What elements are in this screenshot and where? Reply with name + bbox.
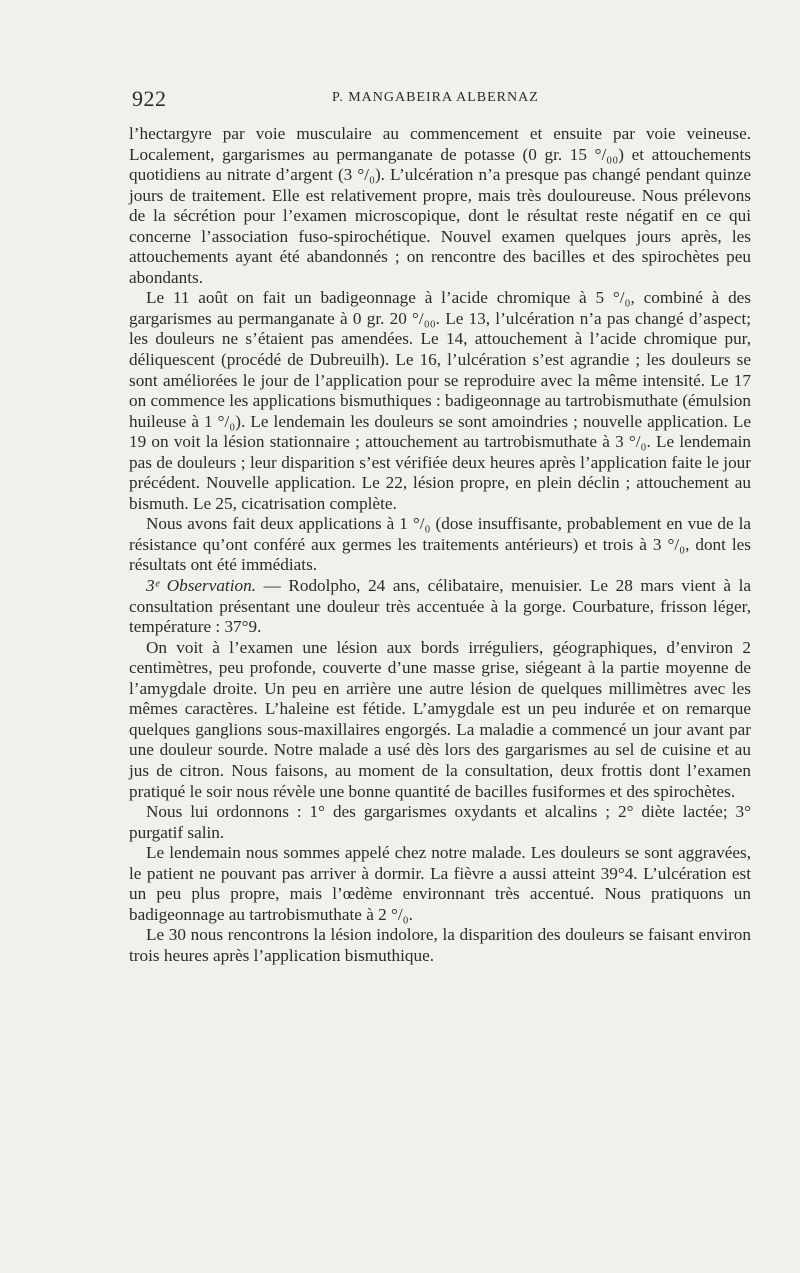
observation-label: 3ᵉ Observation.	[146, 576, 256, 596]
paragraph-7: Le lendemain nous sommes appelé chez notre malade. Les douleurs se sont aggravées, le patient ne pouvant pas arriver à dormir. La fièvre a aussi atteint 39°4. L’ulcération est un peu plus propre, mais l’œdème environnant très accentué. Nous pratiquons un badigeonnage au tartrobismuthate à 2 °/₀.	[129, 843, 751, 924]
page-number: 922	[132, 86, 167, 111]
paragraph-8: Le 30 nous rencontrons la lésion indolore, la disparition des douleurs se faisant environ trois heures après l’application bismuthique.	[129, 925, 751, 965]
running-head: P. MANGABEIRA ALBERNAZ	[332, 90, 539, 105]
paragraph-6: Nous lui ordonnons : 1° des gargarismes oxydants et alcalins ; 2° diète lactée; 3° purgatif salin.	[129, 802, 751, 842]
observation-text: — Rodolpho, 24 ans, célibataire, menuisier. Le 28 mars vient à la consultation présentant une douleur très accentuée à la gorge. Courbature, frisson léger, température : 37°9.	[129, 576, 752, 637]
paragraph-2: Le 11 août on fait un badigeonnage à l’acide chromique à 5 °/₀, combiné à des gargarismes au permanganate à 0 gr. 20 °/₀₀. Le 13, l’ulcération n’a pas changé d’aspect; les douleurs ne s’étaient pas amendées. Le 14, attouchement à l’acide chromique pur, déliquescent (procédé de Dubreuilh). Le 16, l’ulcération s’est agrandie ; les douleurs se sont améliorées le jour de l’application pour se reproduire avec la même intensité. Le 17 on commence les applications bismuthiques : badigeonnage au tartrobismuthate (émulsion huileuse à 1 °/₀). Le lendemain les douleurs se sont amoindries ; nouvelle application. Le 19 on voit la lésion stationnaire ; attouchement au tartrobismuthate à 3 °/₀. Le lendemain pas de douleurs ; leur disparition s’est vérifiée deux heures après l’application faite le jour précédent. Nouvelle application. Le 22, lésion propre, en plein déclin ; attouchement au bismuth. Le 25, cicatrisation complète.	[129, 288, 751, 513]
paragraph-5: On voit à l’examen une lésion aux bords irréguliers, géographiques, d’environ 2 centimètres, peu profonde, couverte d’une masse grise, siégeant à la partie moyenne de l’amygdale droite. Un peu en arrière une autre lésion de quelques millimètres avec les mêmes caractères. L’haleine est fétide. L’amygdale est un peu indurée et on remarque quelques ganglions sous-maxillaires engorgés. La maladie a commencé un jour avant par une douleur sourde. Notre malade a usé dès lors des gargarismes au sel de cuisine et au jus de citron. Nous faisons, au moment de la consultation, deux frottis dont l’examen pratiqué le soir nous révèle une bonne quantité de bacilles fusiformes et des spirochètes.	[129, 637, 751, 801]
paragraph-1: l’hectargyre par voie musculaire au commencement et ensuite par voie veineuse. Localement, gargarismes au permanganate de potasse (0 gr. 15 °/₀₀) et attouchements quotidiens au nitrate d’argent (3 °/₀). L’ulcération n’a presque pas changé pendant quinze jours de traitement. Elle est relativement propre, mais très douloureuse. Nous prélevons de la sécrétion pour l’examen microscopique, dont le résultat reste négatif en ce qui concerne l’association fuso-spirochétique. Nouvel examen quelques jours après, les attouchements ayant été abandonnés ; on rencontre des bacilles et des spirochètes peu abondants.	[129, 124, 751, 287]
observation-paragraph	[129, 576, 751, 638]
paragraph-3: Nous avons fait deux applications à 1 °/₀ (dose insuffisante, probablement en vue de la résistance qu’ont conféré aux germes les traitements antérieurs) et trois à 3 °/₀, dont les résultats ont été immédiats.	[129, 514, 751, 575]
body-text	[129, 124, 751, 966]
page-header	[132, 86, 752, 114]
